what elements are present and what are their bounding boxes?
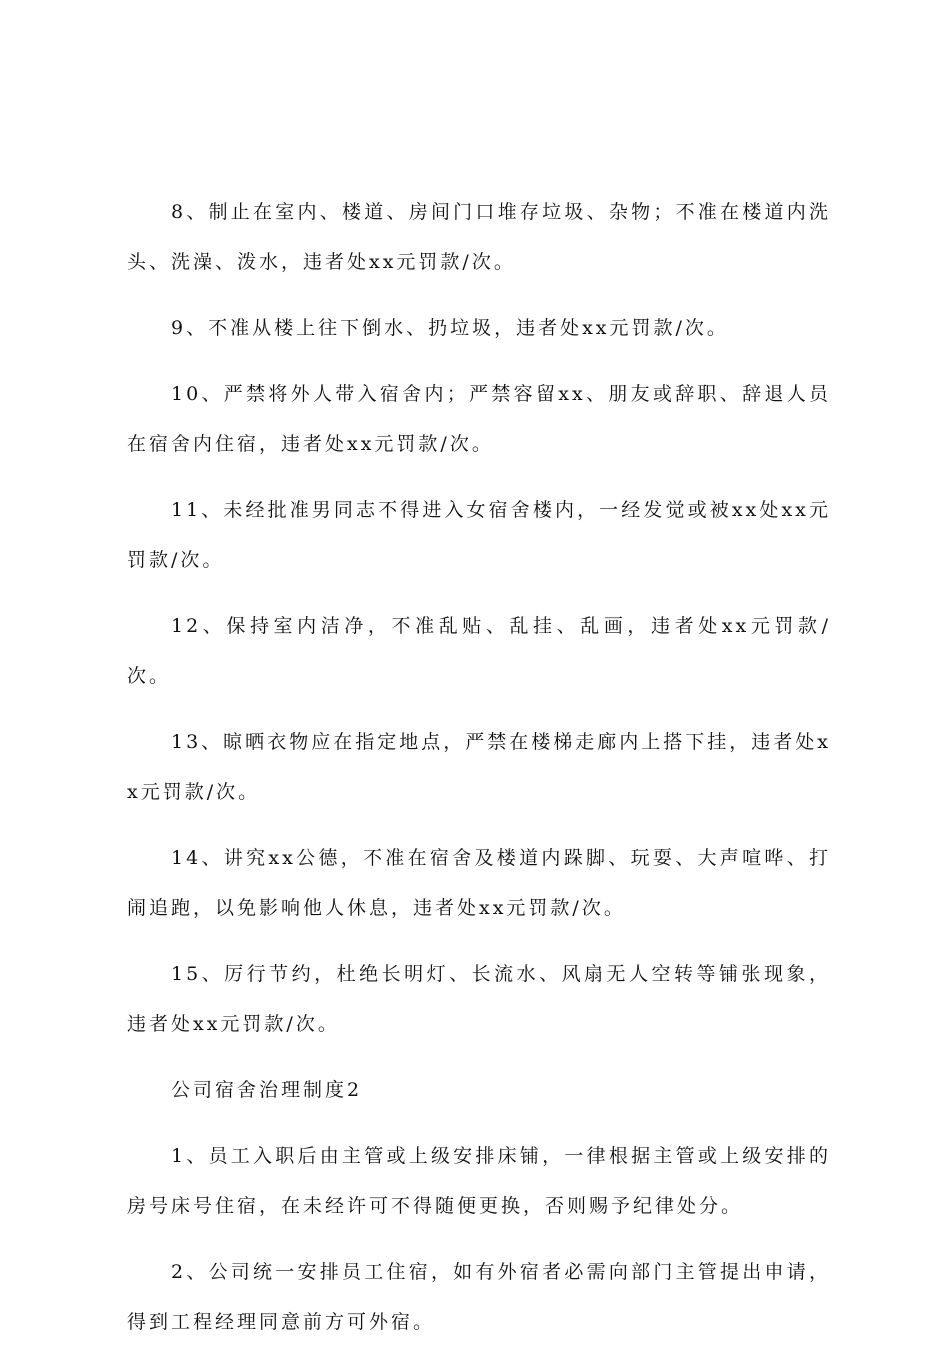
- rule-item-13: 13、晾晒衣物应在指定地点，严禁在楼梯走廊内上搭下挂，违者处xx元罚款/次。: [127, 731, 831, 803]
- rule-item-8: 8、制止在室内、楼道、房间门口堆存垃圾、杂物；不准在楼道内洗头、洗澡、泼水，违者处xx元罚款/次。: [127, 201, 831, 273]
- rule-item-11: 11、未经批准男同志不得进入女宿舍楼内，一经发觉或被xx处xx元罚款/次。: [127, 499, 831, 571]
- rule-item-1: 1、员工入职后由主管或上级安排床铺，一律根据主管或上级安排的房号床号住宿，在未经许可不得随便更换，否则赐予纪律处分。: [127, 1145, 831, 1217]
- rule-item-2: 2、公司统一安排员工住宿，如有外宿者必需向部门主管提出申请，得到工程经理同意前方可外宿。: [127, 1261, 831, 1333]
- rule-item-12: 12、保持室内洁净，不准乱贴、乱挂、乱画，违者处xx元罚款/次。: [127, 615, 831, 687]
- rule-item-10: 10、严禁将外人带入宿舍内；严禁容留xx、朋友或辞职、辞退人员在宿舍内住宿，违者处xx元罚款/次。: [127, 383, 831, 455]
- rule-item-15: 15、厉行节约，杜绝长明灯、长流水、风扇无人空转等铺张现象，违者处xx元罚款/次。: [127, 963, 831, 1035]
- rule-item-14: 14、讲究xx公德，不准在宿舍及楼道内跺脚、玩耍、大声喧哗、打闹追跑，以免影响他人休息，违者处xx元罚款/次。: [127, 847, 831, 919]
- rule-item-9: 9、不准从楼上往下倒水、扔垃圾，违者处xx元罚款/次。: [171, 317, 729, 339]
- section-heading: 公司宿舍治理制度2: [171, 1079, 363, 1101]
- document-body: [127, 187, 831, 1363]
